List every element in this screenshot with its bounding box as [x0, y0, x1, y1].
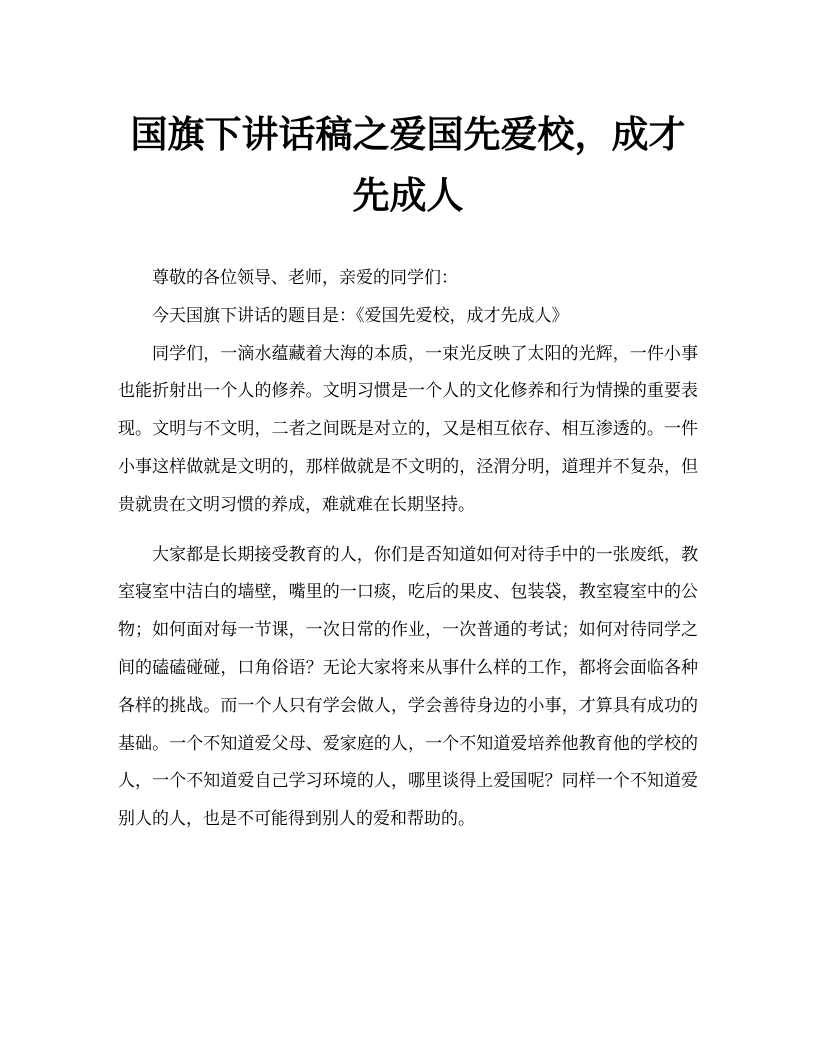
paragraph-salutation: 尊敬的各位领导、老师，亲爱的同学们： — [152, 268, 458, 288]
paragraph-topic: 今天国旗下讲话的题目是：《爱国先爱校，成才先成人》 — [152, 305, 569, 326]
paragraph-education: 大家都是长期接受教育的人，你们是否知道如何对待手中的一张废纸，教室寝室中洁白的墙壁，嘴里的一口痰，吃后的果皮、包装袋，教室寝室中的公物；如何面对每一节课，一次日常的作业，一次普通的考试；如何对待同学之间的磕磕碰碰，口角俗语？无论大家将来从事什么样的工作，都将会面临各种各样的挑战。而一个人只有学会做人，学会善待身边的小事，才算具有成功的基础。一个不知道爱父母、爱家庭的人，一个不知道爱培养他教育他的学校的人，一个不知道爱自己学习环境的人，哪里谈得上爱国呢？同样一个不知道爱别人的人，也是不可能得到别人的爱和帮助的。 — [118, 544, 698, 830]
paragraph-civility: 同学们，一滴水蕴藏着大海的本质，一束光反映了太阳的光辉，一件小事也能折射出一个人的修养。文明习惯是一个人的文化修养和行为情操的重要表现。文明与不文明，二者之间既是对立的，又是相互依存、相互渗透的。一件小事这样做就是文明的，那样做就是不文明的，泾渭分明，道理并不复杂，但贵就贵在文明习惯的养成，难就难在长期坚持。 — [118, 343, 698, 515]
document-title: 国旗下讲话稿之爱国先爱校，成才先成人 — [130, 112, 686, 217]
document-body — [118, 260, 698, 839]
